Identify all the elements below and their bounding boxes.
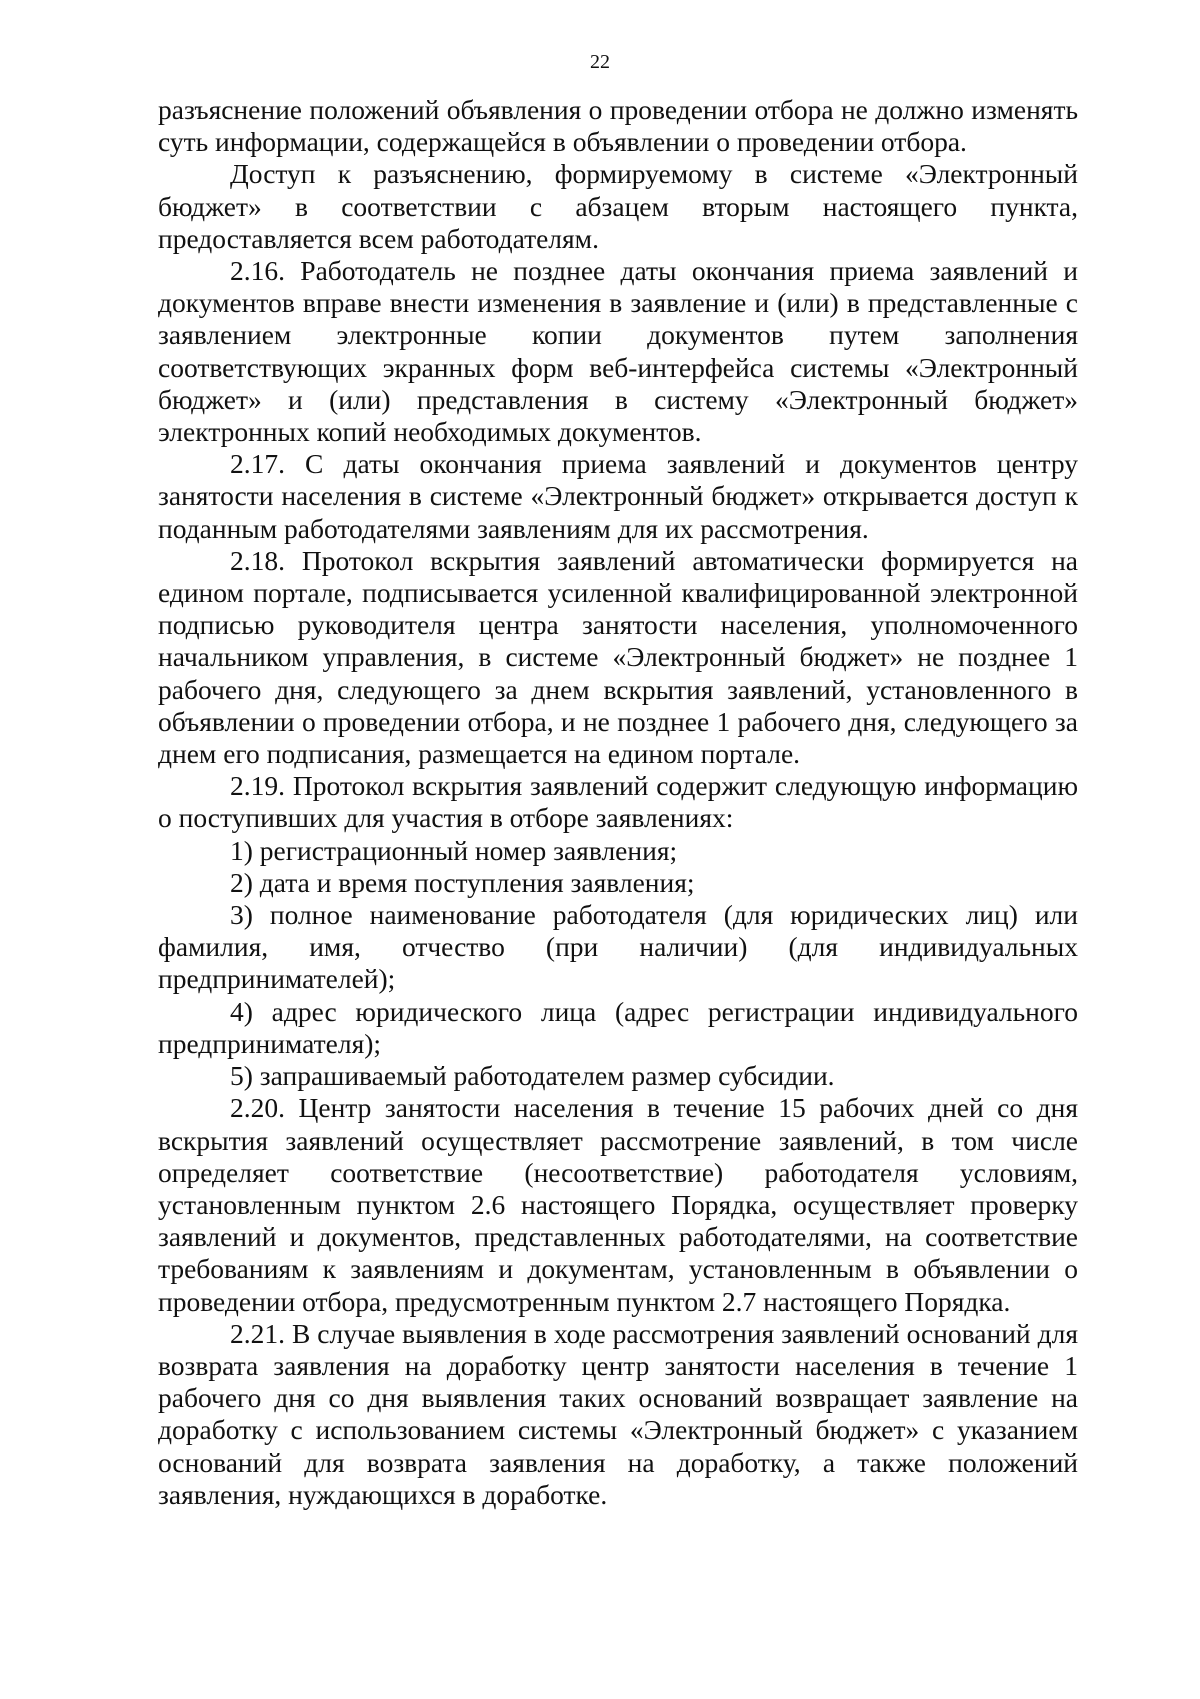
paragraph-2-16: 2.16. Работодатель не позднее даты окончания приема заявлений и документов вправе внести изменения в заявление и (или) в представленные с заявлением электронные копии документов путем заполнения соответствующих экранных форм веб-интерфейса системы «Электронный бюджет» и (или) представления в систему «Электронный бюджет» электронных копий необходимых документов.: [158, 255, 1078, 448]
paragraph-2-17: 2.17. С даты окончания приема заявлений и документов центру занятости населения в системе «Электронный бюджет» открывается доступ к поданным работодателями заявлениям для их рассмотрения.: [158, 448, 1078, 544]
paragraph-2-18: 2.18. Протокол вскрытия заявлений автоматически формируется на едином портале, подписывается усиленной квалифицированной электронной подписью руководителя центра занятости населения, уполномоченного начальником управления, в системе «Электронный бюджет» не позднее 1 рабочего дня, следующего за днем вскрытия заявлений, установленного в объявлении о проведении отбора, и не позднее 1 рабочего дня, следующего за днем его подписания, размещается на едином портале.: [158, 544, 1078, 770]
paragraph-2-19: 2.19. Протокол вскрытия заявлений содержит следующую информацию о поступивших для участия в отборе заявлениях:: [158, 770, 1078, 834]
list-item-3: 3) полное наименование работодателя (для юридических лиц) или фамилия, имя, отчество (при наличии) (для индивидуальных предпринимателей);: [158, 899, 1078, 995]
paragraph-2-21: 2.21. В случае выявления в ходе рассмотрения заявлений оснований для возврата заявления на доработку центр занятости населения в течение 1 рабочего дня со дня выявления таких оснований возвращает заявление на доработку с использованием системы «Электронный бюджет» с указанием оснований для возврата заявления на доработку, а также положений заявления, нуждающихся в доработке.: [158, 1317, 1078, 1510]
list-item-1: 1) регистрационный номер заявления;: [230, 834, 678, 866]
paragraph-access-clarification: Доступ к разъяснению, формируемому в системе «Электронный бюджет» в соответствии с абзацем вторым настоящего пункта, предоставляется всем работодателям.: [158, 158, 1078, 254]
page-number: 22: [590, 51, 610, 73]
paragraph-2-20: 2.20. Центр занятости населения в течение 15 рабочих дней со дня вскрытия заявлений осуществляет рассмотрение заявлений, в том числе определяет соответствие (несоответствие) работодателя условиям, установленным пунктом 2.6 настоящего Порядка, осуществляет проверку заявлений и документов, представленных работодателями, на соответствие требованиям к заявлениям и документам, установленным в объявлении о проведении отбора, предусмотренным пунктом 2.7 настоящего Порядка.: [158, 1092, 1078, 1317]
document-body: [158, 94, 1078, 1511]
paragraph-continuation: разъяснение положений объявления о проведении отбора не должно изменять суть информации, содержащейся в объявлении о проведении отбора.: [158, 94, 1078, 158]
list-item-5: 5) запрашиваемый работодателем размер субсидии.: [230, 1060, 835, 1092]
list-item-2: 2) дата и время поступления заявления;: [230, 866, 695, 898]
list-item-4: 4) адрес юридического лица (адрес регистрации индивидуального предпринимателя);: [158, 995, 1078, 1059]
